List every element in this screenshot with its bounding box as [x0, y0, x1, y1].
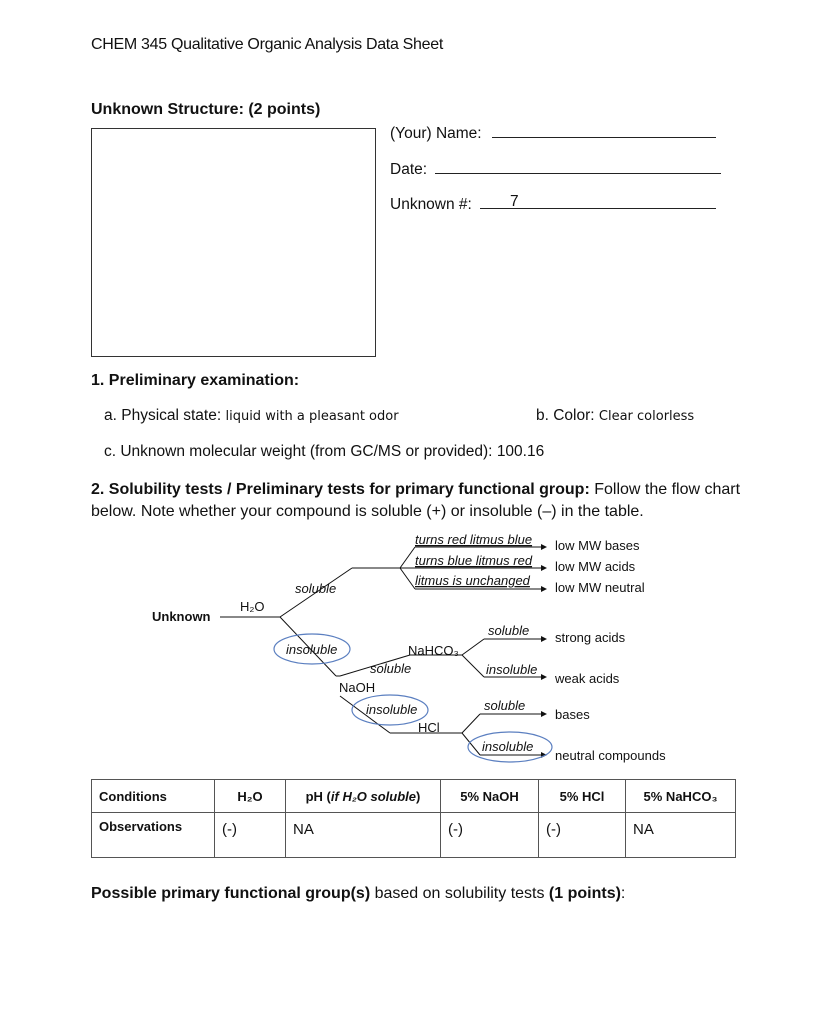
- header-conditions: Conditions: [92, 780, 215, 813]
- flow-soluble-nahco3: soluble: [488, 623, 530, 638]
- mw-value: 100.16: [496, 443, 545, 460]
- header-water: H₂O: [215, 780, 286, 813]
- flow-insoluble-nahco3: insoluble: [486, 662, 538, 677]
- possible-colon: :: [620, 885, 626, 902]
- row-observations: Observations: [92, 813, 215, 858]
- flow-weak-acids: weak acids: [555, 671, 620, 686]
- date-label: Date:: [390, 161, 428, 178]
- obs-nahco3[interactable]: NA: [626, 813, 736, 858]
- flow-low-neutral: low MW neutral: [555, 580, 645, 595]
- header-hcl: 5% HCl: [539, 780, 626, 813]
- flow-strong-acids: strong acids: [555, 630, 626, 645]
- flow-insoluble-naoh: insoluble: [366, 702, 418, 717]
- possible-text: based on solubility tests: [370, 885, 549, 902]
- possible-groups-prompt: [91, 885, 625, 903]
- flow-insoluble-hcl: insoluble: [482, 739, 534, 754]
- flow-hcl: HCl: [418, 720, 440, 735]
- color-label: b. Color:: [536, 407, 599, 424]
- table-row: [92, 813, 736, 858]
- header-nahco3: 5% NaHCO₃: [626, 780, 736, 813]
- obs-hcl[interactable]: (-): [539, 813, 626, 858]
- obs-water[interactable]: (-): [215, 813, 286, 858]
- flow-litmus-none: litmus is unchanged: [415, 573, 530, 588]
- section2-title: 2. Solubility tests / Preliminary tests for primary functional group:: [91, 481, 590, 498]
- flow-water: H₂O: [240, 599, 265, 614]
- section1-title: 1. Preliminary examination:: [91, 372, 300, 389]
- flow-bases: bases: [555, 707, 590, 722]
- flow-litmus-blue: turns red litmus blue: [415, 532, 533, 547]
- name-label: (Your) Name:: [390, 125, 482, 142]
- section2-instructions: Follow the flow chart below. Note whether your compound is soluble (+) or insoluble (–) in the table.: [91, 481, 741, 520]
- obs-ph[interactable]: NA: [286, 813, 441, 858]
- flow-low-bases: low MW bases: [555, 538, 640, 553]
- header-ph: pH (if H₂O soluble): [286, 780, 441, 813]
- flow-insoluble-water: insoluble: [286, 642, 338, 657]
- structure-label: Unknown Structure: (2 points): [91, 101, 321, 118]
- possible-bold-label: Possible primary functional group(s): [91, 885, 371, 902]
- obs-naoh[interactable]: (-): [441, 813, 539, 858]
- color-value: Clear colorless: [598, 409, 695, 424]
- unknown-label: Unknown #:: [390, 196, 472, 213]
- page-title: CHEM 345 Qualitative Organic Analysis Data Sheet: [91, 36, 443, 53]
- flow-soluble-water: soluble: [295, 581, 337, 596]
- flow-nahco3: NaHCO₃: [408, 643, 459, 658]
- table-header-row: [92, 780, 736, 813]
- header-naoh: 5% NaOH: [441, 780, 539, 813]
- flow-soluble-naoh: soluble: [370, 661, 412, 676]
- physical-value: liquid with a pleasant odor: [225, 409, 399, 424]
- physical-label: a. Physical state:: [104, 407, 226, 424]
- unknown-value: 7: [510, 193, 519, 210]
- flow-low-acids: low MW acids: [555, 559, 636, 574]
- flow-unknown: Unknown: [152, 609, 211, 624]
- possible-points: (1 points): [548, 885, 621, 902]
- flow-soluble-hcl: soluble: [484, 698, 526, 713]
- flow-naoh: NaOH: [339, 680, 376, 695]
- flow-neutral: neutral compounds: [555, 748, 666, 763]
- solubility-table: [91, 779, 736, 858]
- flow-litmus-red: turns blue litmus red: [415, 553, 533, 568]
- mw-label: c. Unknown molecular weight (from GC/MS or provided):: [104, 443, 497, 460]
